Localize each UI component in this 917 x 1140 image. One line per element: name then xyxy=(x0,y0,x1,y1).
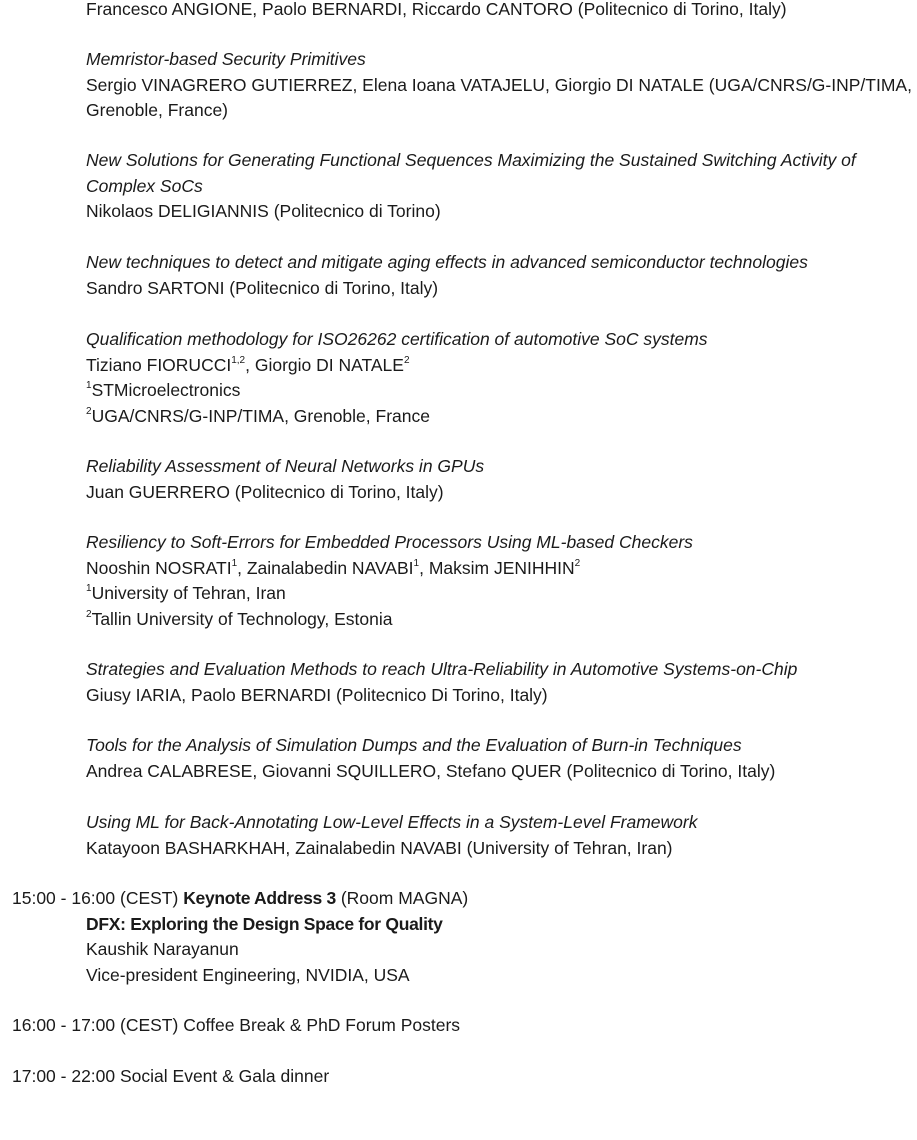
affiliation-line xyxy=(86,378,917,404)
paper-title: New Solutions for Generating Functional Sequences Maximizing the Sustained Switching Activity of Complex SoCs xyxy=(86,150,856,196)
author-name: , Maksim JENIHHIN xyxy=(419,557,575,578)
paper-authors: Katayoon BASHARKHAH, Zainalabedin NAVABI (University of Tehran, Iran) xyxy=(86,837,673,858)
paper-title: Reliability Assessment of Neural Networks in GPUs xyxy=(86,456,485,476)
affiliation-marker: 1 xyxy=(86,380,92,392)
paper-entry xyxy=(86,47,917,124)
affiliation-marker: 1 xyxy=(86,583,92,595)
paper-entry xyxy=(86,657,917,708)
affiliation-line xyxy=(86,607,917,633)
author-name: Nooshin NOSRATI xyxy=(86,557,232,578)
paper-title: Resiliency to Soft-Errors for Embedded Processors Using ML-based Checkers xyxy=(86,532,693,552)
paper-authors: Giusy IARIA, Paolo BERNARDI (Politecnico Di Torino, Italy) xyxy=(86,684,548,705)
session-label: Keynote Address 3 xyxy=(183,888,336,908)
paper-title: Tools for the Analysis of Simulation Dumps and the Evaluation of Burn-in Techniques xyxy=(86,735,742,755)
affiliation-line xyxy=(86,581,917,607)
paper-title: Using ML for Back-Annotating Low-Level Effects in a System-Level Framework xyxy=(86,812,698,832)
affiliation-marker: 2 xyxy=(403,354,410,366)
session-room: (Room MAGNA) xyxy=(335,888,469,908)
affiliation-name: UGA/CNRS/G-INP/TIMA, Grenoble, France xyxy=(91,405,430,426)
author-name: , Zainalabedin NAVABI xyxy=(237,557,414,578)
affiliation-marker: 1 xyxy=(413,557,420,569)
affiliation-marker: 2 xyxy=(86,608,92,620)
paper-authors xyxy=(86,556,917,582)
paper-entry xyxy=(86,0,917,23)
paper-authors: Francesco ANGIONE, Paolo BERNARDI, Riccardo CANTORO (Politecnico di Torino, Italy) xyxy=(86,0,787,19)
affiliation-name: University of Tehran, Iran xyxy=(91,583,286,603)
paper-title: Qualification methodology for ISO26262 certification of automotive SoC systems xyxy=(86,329,708,349)
paper-title: New techniques to detect and mitigate aging effects in advanced semiconductor technologies xyxy=(86,252,808,272)
paper-authors xyxy=(86,353,917,379)
paper-authors: Nikolaos DELIGIANNIS (Politecnico di Torino) xyxy=(86,201,441,221)
session-time: 15:00 - 16:00 (CEST) xyxy=(12,888,184,908)
author-name: , Giorgio DI NATALE xyxy=(245,354,404,375)
keynote-speaker: Kaushik Narayanun xyxy=(86,939,239,959)
paper-entry xyxy=(86,454,917,505)
affiliation-marker: 1 xyxy=(231,557,238,569)
session-text: 17:00 - 22:00 Social Event & Gala dinner xyxy=(12,1066,330,1086)
paper-entry xyxy=(86,327,917,429)
coffee-break-session xyxy=(12,1013,917,1039)
social-event-session xyxy=(12,1064,917,1090)
paper-entry xyxy=(86,250,917,301)
affiliation-marker: 2 xyxy=(574,557,581,569)
paper-title: Memristor-based Security Primitives xyxy=(86,49,366,69)
paper-entry xyxy=(86,810,917,861)
keynote-session xyxy=(12,886,917,988)
paper-authors: Andrea CALABRESE, Giovanni SQUILLERO, Stefano QUER (Politecnico di Torino, Italy) xyxy=(86,760,776,781)
paper-authors: Sandro SARTONI (Politecnico di Torino, Italy) xyxy=(86,277,439,298)
affiliation-name: Tallin University of Technology, Estonia xyxy=(91,608,393,629)
paper-title: Strategies and Evaluation Methods to reach Ultra-Reliability in Automotive Systems-on-Chip xyxy=(86,659,798,679)
paper-authors: Juan GUERRERO (Politecnico di Torino, Italy) xyxy=(86,481,444,502)
keynote-title: DFX: Exploring the Design Space for Quality xyxy=(86,913,443,934)
paper-entry xyxy=(86,733,917,784)
keynote-affiliation: Vice-president Engineering, NVIDIA, USA xyxy=(86,964,410,985)
affiliation-marker: 1,2 xyxy=(231,354,246,366)
session-header xyxy=(12,886,917,912)
session-text: 16:00 - 17:00 (CEST) Coffee Break & PhD Forum Posters xyxy=(12,1015,461,1035)
affiliation-marker: 2 xyxy=(86,405,92,417)
affiliation-line xyxy=(86,404,917,430)
paper-entry xyxy=(86,148,917,225)
author-name: Tiziano FIORUCCI xyxy=(86,354,232,375)
affiliation-name: STMicroelectronics xyxy=(91,380,241,400)
paper-entry xyxy=(86,530,917,632)
paper-authors: Sergio VINAGRERO GUTIERREZ, Elena Ioana VATAJELU, Giorgio DI NATALE (UGA/CNRS/G-INP/TIMA, Grenoble, France) xyxy=(86,74,912,120)
